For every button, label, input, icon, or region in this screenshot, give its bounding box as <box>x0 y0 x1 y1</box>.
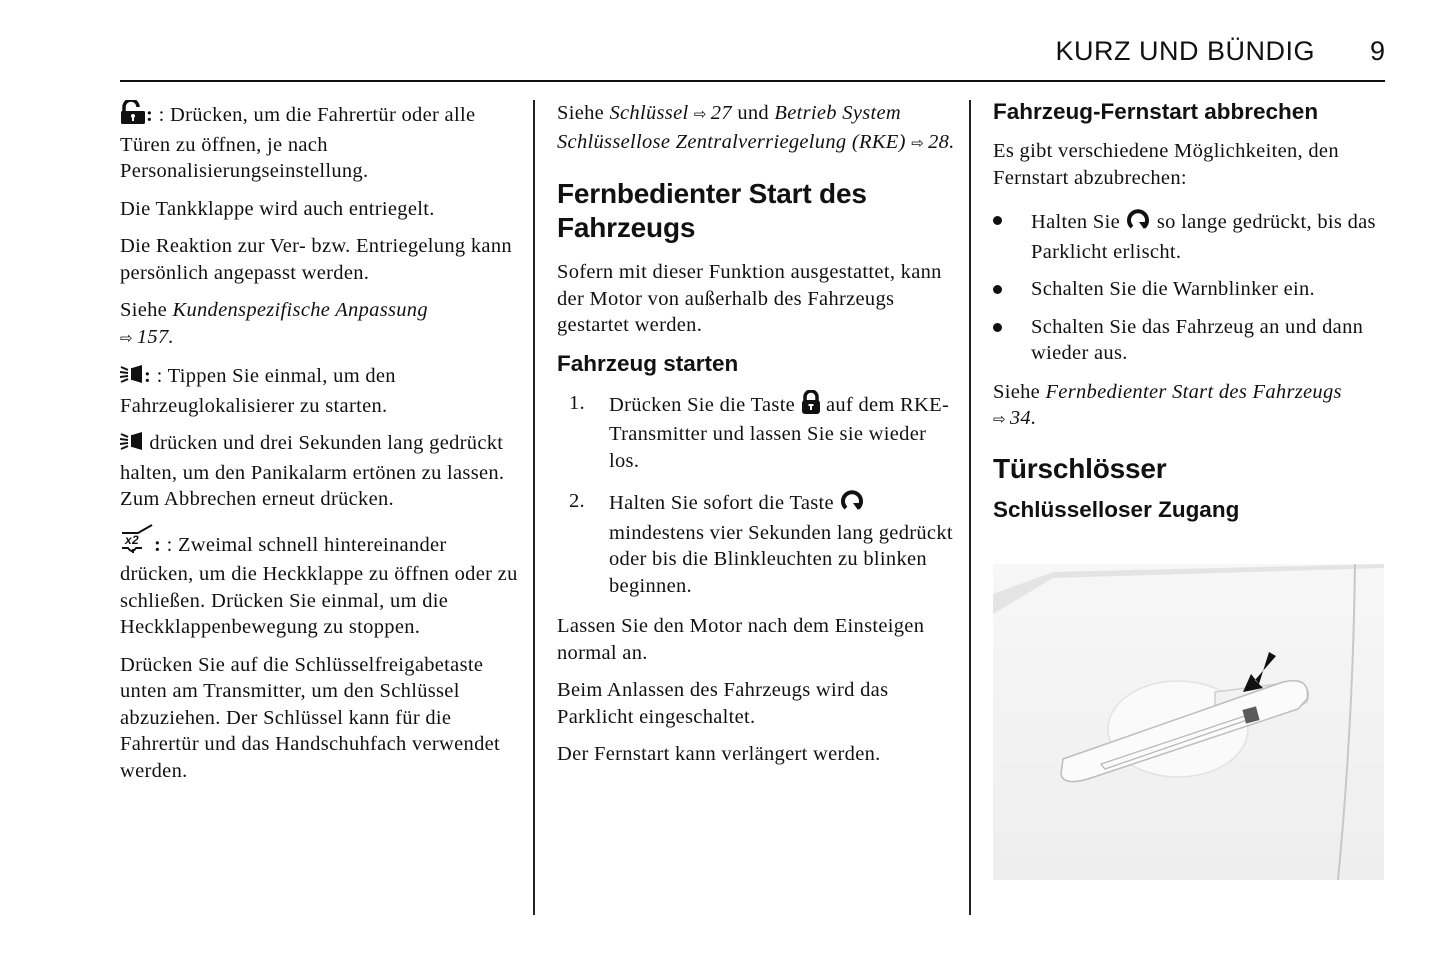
page-arrow-icon: ⇨ <box>693 107 707 123</box>
reference-link[interactable]: Betrieb System Schlüssellose Zentralverriegelung (RKE) <box>557 102 906 153</box>
see-reference: Siehe Kundenspezifische Anpassung ⇨ 157. <box>120 297 520 352</box>
steps-list <box>557 390 957 600</box>
list-item: 1. Drücken Sie die Taste auf dem RKE-Transmitter und lassen Sie sie wieder los. <box>569 391 950 472</box>
vehicle-locator-horn-icon <box>120 363 144 393</box>
reference-link[interactable]: Fernbedienter Start des Fahrzeugs <box>1045 380 1342 403</box>
bullet-icon <box>993 323 1002 332</box>
page-arrow-icon: ⇨ <box>993 412 1006 428</box>
reference-link[interactable]: Schlüssel <box>609 102 689 124</box>
subsection-heading: Schlüsselloser Zugang <box>993 496 1240 522</box>
reference-page[interactable]: 34. <box>1009 407 1037 429</box>
reference-page[interactable]: 27 <box>710 102 732 124</box>
vehicle-locator-horn-icon <box>120 430 144 460</box>
section-title: KURZ UND BÜNDIG <box>1055 36 1315 66</box>
page-arrow-icon: ⇨ <box>120 330 133 347</box>
see-reference: Siehe Fernbedienter Start des Fahrzeugs ⇨ 34. <box>993 379 1388 434</box>
subsection-heading: Fahrzeug-Fernstart abbrechen <box>993 99 1319 124</box>
reference-link[interactable]: Kundenspezifische Anpassung <box>172 299 428 321</box>
liftgate-x2-icon <box>120 524 154 562</box>
list-item: 2. Halten Sie sofort die Taste mindestens vier Sekunden lang gedrückt oder bis die Blinkleuchten zu blinken beginnen. <box>569 490 953 597</box>
list-item: Schalten Sie das Fahrzeug an und dann wieder aus. <box>993 314 1388 367</box>
page-number: 9 <box>1369 36 1385 66</box>
list-item: Schalten Sie die Warnblinker ein. <box>993 276 1388 303</box>
paragraph: Der Fernstart kann verlängert werden. <box>557 743 881 765</box>
column-1 <box>120 100 520 795</box>
reference-page[interactable]: 28. <box>928 130 955 153</box>
page-header <box>120 30 1385 82</box>
reference-page[interactable]: 157. <box>136 325 174 348</box>
paragraph: Beim Anlassen des Fahrzeugs wird das Parklicht eingeschaltet. <box>557 679 889 728</box>
intro-paragraph: Sofern mit dieser Funktion ausgestattet, kann der Motor von außerhalb des Fahrzeugs gestartet werden. <box>557 261 942 336</box>
subsection-heading: Fahrzeug starten <box>557 350 739 376</box>
column-divider <box>533 100 535 915</box>
intro-paragraph: Es gibt verschiedene Möglichkeiten, den Fernstart abzubrechen: <box>993 140 1339 189</box>
remote-start-icon <box>1125 207 1151 239</box>
page-arrow-icon: ⇨ <box>911 135 925 152</box>
column-2 <box>557 100 957 779</box>
section-heading: Fernbedienter Start des Fahrzeugs <box>557 178 867 243</box>
unlock-paragraph: : : Drücken, um die Fahrertür oder alle Türen zu öffnen, je nach Personalisierungseinstellung. <box>120 100 520 185</box>
reaction-paragraph: Die Reaktion zur Ver- bzw. Entriegelung kann persönlich angepasst werden. <box>120 235 512 284</box>
door-handle-figure <box>993 564 1384 880</box>
bullet-list <box>993 207 1388 367</box>
svg-text:x2: x2 <box>125 532 139 547</box>
column-3 <box>993 100 1388 536</box>
unlock-icon <box>120 100 146 132</box>
door-handle-illustration <box>993 564 1384 880</box>
bullet-icon <box>993 216 1002 225</box>
lock-icon <box>801 390 821 422</box>
locator-paragraph: : : Tippen Sie einmal, um den Fahrzeuglokalisierer zu starten. <box>120 365 396 417</box>
remote-start-icon <box>839 488 865 520</box>
section-heading: Türschlösser <box>993 452 1167 484</box>
bullet-icon <box>993 285 1002 294</box>
fuel-door-paragraph: Die Tankklappe wird auch entriegelt. <box>120 197 435 220</box>
liftgate-paragraph: x2 : : Zweimal schnell hintereinander drücken, um die Heckklappe zu öffnen oder zu schließen. Drücken Sie einmal, um die Heckklappenbewegung zu stoppen. <box>120 524 520 641</box>
column-divider <box>969 100 971 915</box>
list-item: Halten Sie so lange gedrückt, bis das Parklicht erlischt. <box>993 207 1388 265</box>
see-reference: Siehe Schlüssel ⇨ 27 und Betrieb System Schlüssellose Zentralverriegelung (RKE) ⇨ 28. <box>557 100 957 157</box>
panic-alarm-paragraph: drücken und drei Sekunden lang gedrückt halten, um den Panikalarm ertönen zu lassen. Zum Abbrechen erneut drücken. <box>120 432 505 510</box>
key-release-paragraph: Drücken Sie auf die Schlüsselfreigabetaste unten am Transmitter, um den Schlüssel abzuziehen. Der Schlüssel kann für die Fahrertür und das Handschuhfach verwendet werden. <box>120 653 501 782</box>
paragraph: Lassen Sie den Motor nach dem Einsteigen normal an. <box>557 615 925 664</box>
